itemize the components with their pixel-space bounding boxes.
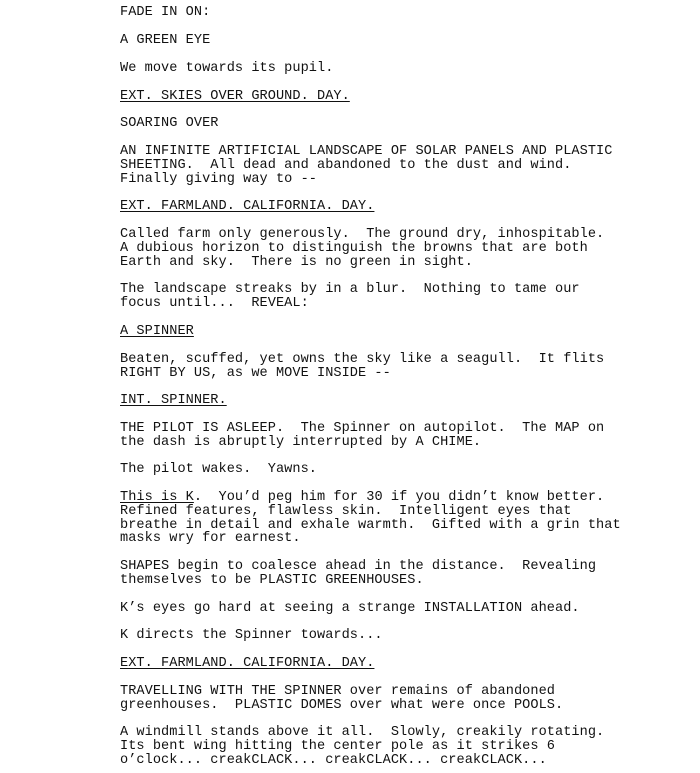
text-line: THE PILOT IS ASLEEP. The Spinner on autopilot. The MAP on <box>120 421 605 436</box>
text-line: A SPINNER <box>120 324 194 339</box>
text-line: Its bent wing hitting the center pole as it strikes 6 <box>120 738 556 754</box>
text-line: EXT. FARMLAND. CALIFORNIA. DAY. <box>120 199 375 214</box>
text-line: RIGHT BY US, as we MOVE INSIDE -- <box>120 365 391 381</box>
text-line: o’clock... creakCLACK... creakCLACK... creakCLACK... <box>120 752 547 768</box>
text-line: SHEETING. All dead and abandoned to the dust and wind. <box>120 157 572 173</box>
text-line: Beaten, scuffed, yet owns the sky like a seagull. It flits <box>120 352 605 367</box>
scene-heading <box>120 200 374 214</box>
text-line: A GREEN EYE <box>120 33 211 48</box>
text-line: breathe in detail and exhale warmth. Gifted with a grin that <box>120 517 621 533</box>
action-paragraph <box>120 283 580 311</box>
action-paragraph <box>120 145 612 186</box>
text-line: Finally giving way to -- <box>120 171 317 187</box>
text-run: . You’d peg him for 30 if you didn’t know better. <box>193 490 605 505</box>
text-line: greenhouses. PLASTIC DOMES over what were once POOLS. <box>120 697 564 713</box>
text-line: the dash is abruptly interrupted by A CHIME. <box>120 434 482 450</box>
text-line: Earth and sky. There is no green in sight. <box>120 254 473 270</box>
text-line: K’s eyes go hard at seeing a strange INSTALLATION ahead. <box>120 601 580 616</box>
text-line: A dubious horizon to distinguish the browns that are both <box>120 240 588 256</box>
scene-heading <box>120 657 374 671</box>
text-line: Refined features, flawless skin. Intelligent eyes that <box>120 503 572 519</box>
text-line: The landscape streaks by in a blur. Nothing to tame our <box>120 282 580 297</box>
text-line: EXT. FARMLAND. CALIFORNIA. DAY. <box>120 656 375 671</box>
action-paragraph <box>120 560 596 588</box>
action-paragraph <box>120 422 604 450</box>
text-line: The pilot wakes. Yawns. <box>120 462 317 477</box>
text-line <box>120 491 621 505</box>
text-line: AN INFINITE ARTIFICIAL LANDSCAPE OF SOLAR PANELS AND PLASTIC <box>120 144 613 159</box>
action-paragraph <box>120 463 317 477</box>
text-line: Called farm only generously. The ground dry, inhospitable. <box>120 227 605 242</box>
action-paragraph <box>120 228 604 269</box>
action-paragraph <box>120 491 621 546</box>
text-line: themselves to be PLASTIC GREENHOUSES. <box>120 572 424 588</box>
text-line: INT. SPINNER. <box>120 393 227 408</box>
text-line: focus until... REVEAL: <box>120 295 309 311</box>
character-intro: This is K <box>120 490 194 505</box>
action-paragraph <box>120 629 383 643</box>
text-line: We move towards its pupil. <box>120 61 334 76</box>
action-paragraph <box>120 726 604 767</box>
action-paragraph <box>120 6 210 20</box>
text-line: K directs the Spinner towards... <box>120 628 383 643</box>
text-line: SHAPES begin to coalesce ahead in the distance. Revealing <box>120 559 597 574</box>
action-paragraph <box>120 602 580 616</box>
text-line: FADE IN ON: <box>120 5 211 20</box>
scene-heading <box>120 325 194 339</box>
action-paragraph <box>120 62 333 76</box>
text-line: A windmill stands above it all. Slowly, creakily rotating. <box>120 725 605 740</box>
action-paragraph <box>120 34 210 48</box>
action-paragraph <box>120 685 563 713</box>
text-line: masks wry for earnest. <box>120 531 301 547</box>
scene-heading <box>120 394 227 408</box>
action-paragraph <box>120 117 219 131</box>
scene-heading <box>120 90 350 104</box>
text-line: EXT. SKIES OVER GROUND. DAY. <box>120 89 350 104</box>
text-line: TRAVELLING WITH THE SPINNER over remains of abandoned <box>120 684 556 699</box>
action-paragraph <box>120 353 604 381</box>
text-line: SOARING OVER <box>120 116 219 131</box>
